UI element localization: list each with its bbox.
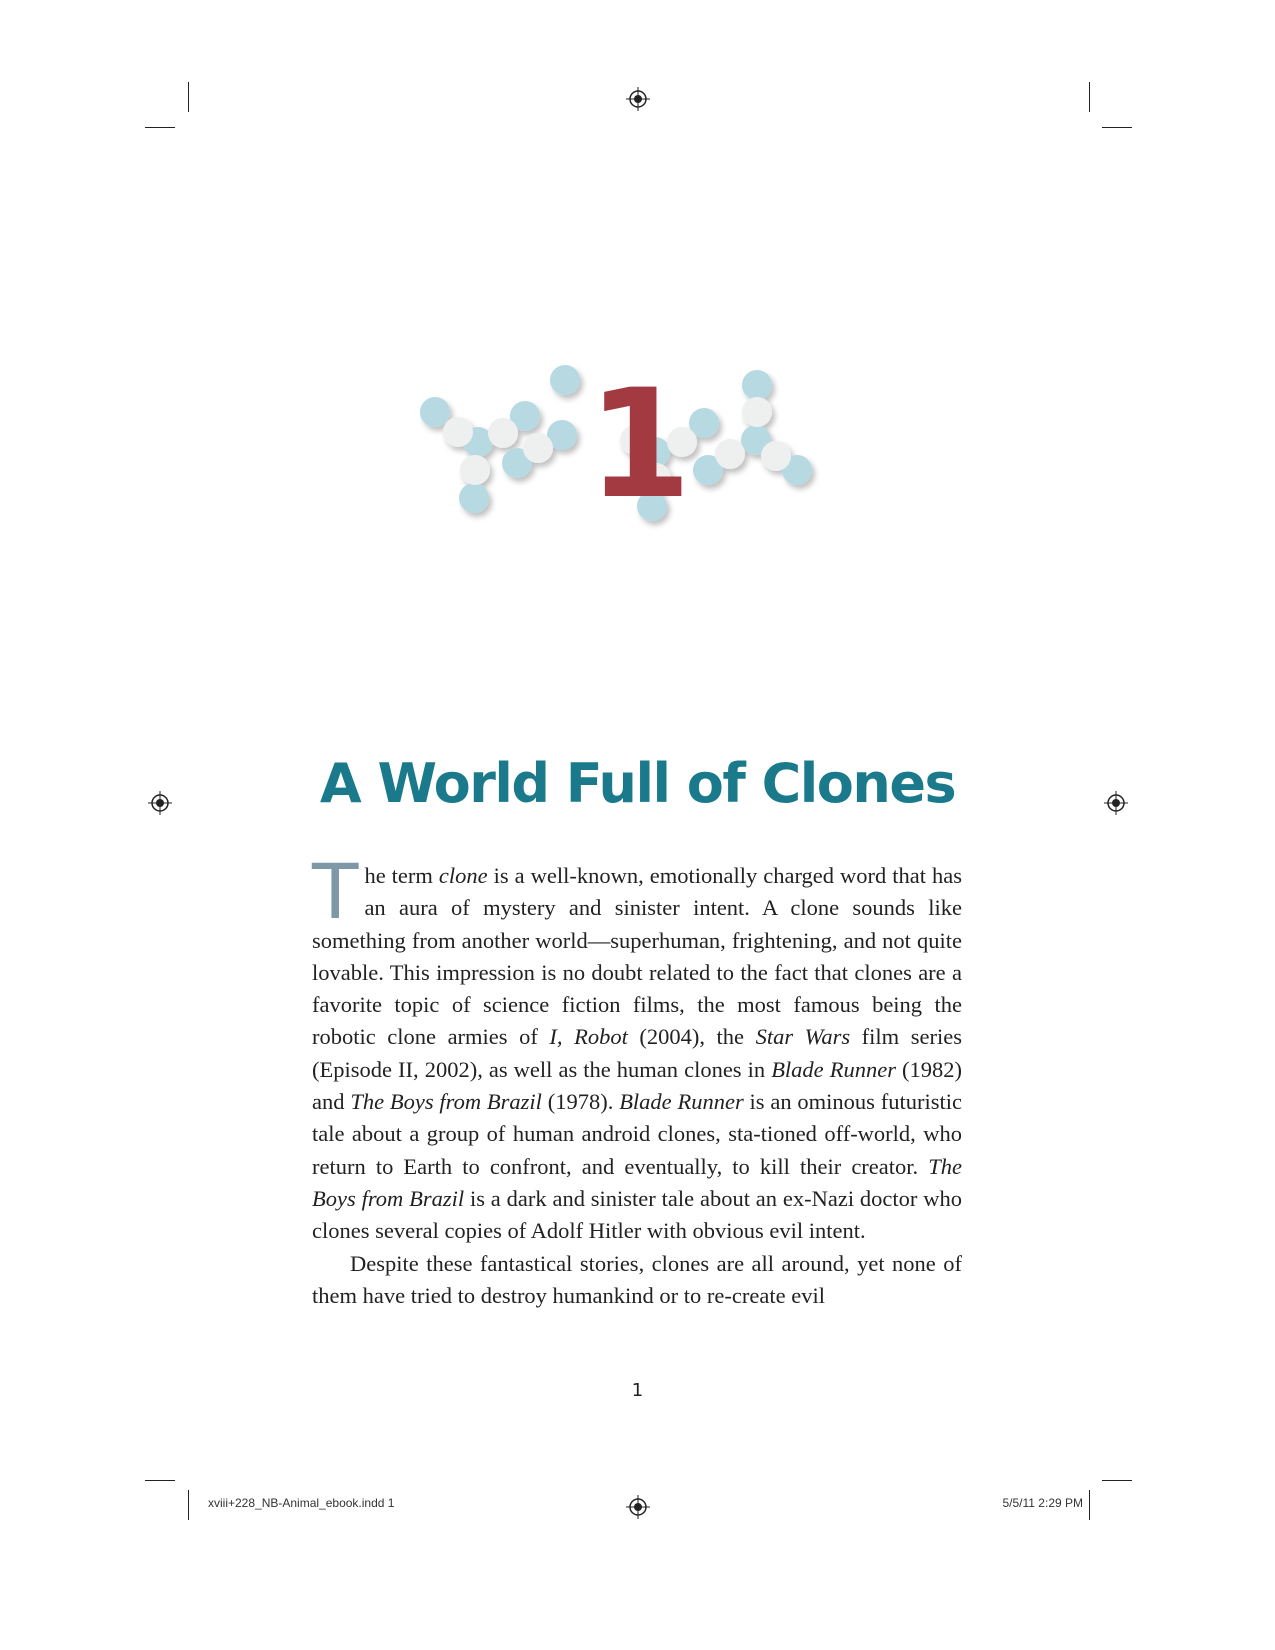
registration-mark-icon bbox=[626, 1495, 650, 1519]
slug-filename: xviii+228_NB-Animal_ebook.indd 1 bbox=[208, 1496, 395, 1510]
drop-cap: T bbox=[312, 847, 359, 936]
italic-title: Star Wars bbox=[755, 1024, 851, 1050]
paragraph-1 bbox=[312, 847, 963, 1248]
text-run: film series (Episode II, 2002), as well as the human clones in bbox=[312, 1024, 962, 1082]
chapter-title: A World Full of Clones bbox=[319, 752, 956, 815]
text-run: is an ominous futuristic tale about a group of human android clones, sta-tioned off-world, who return to Earth to confront, and eventually, to kill their creator. bbox=[312, 1089, 962, 1179]
crop-mark-top-right-horizontal bbox=[1102, 127, 1132, 128]
body-text bbox=[312, 847, 963, 1312]
page-number: 1 bbox=[631, 1380, 644, 1401]
registration-mark-icon bbox=[626, 87, 650, 111]
text-run: (2004), the bbox=[627, 1024, 756, 1050]
text-run: (1978). bbox=[541, 1089, 620, 1115]
crop-mark-top-right-vertical bbox=[1089, 82, 1090, 112]
italic-title: Blade Runner bbox=[619, 1089, 744, 1115]
crop-mark-top-left-vertical bbox=[188, 82, 189, 112]
text-run: is a dark and sinister tale about an ex-Nazi doctor who clones several copies of Adolf Hitler with obvious evil intent. bbox=[312, 1185, 962, 1244]
italic-title: I, Robot bbox=[549, 1024, 628, 1050]
text-run: is a well-known, emotionally charged word that has an aura of mystery and sinister intent. A clone sounds like something from another world—superhuman, frightening, and not quite lovable. This impression is no doubt related to the fact that clones are a favorite topic of science fiction films, the most famous being the robotic clone armies of bbox=[312, 863, 962, 1050]
crop-mark-bottom-left-horizontal bbox=[145, 1480, 175, 1481]
paragraph-2: Despite these fantastical stories, clones are all around, yet none of them have tried to destroy humankind or to re-create evil bbox=[312, 1250, 962, 1308]
text-run: (1982) and bbox=[312, 1056, 963, 1115]
italic-title: The Boys from Brazil bbox=[312, 1153, 962, 1211]
crop-mark-bottom-left-vertical bbox=[188, 1490, 189, 1520]
crop-mark-bottom-right-horizontal bbox=[1102, 1480, 1132, 1481]
italic-title: Blade Runner bbox=[771, 1056, 896, 1082]
paragraph-1-text bbox=[312, 847, 963, 1244]
crop-mark-top-left-horizontal bbox=[145, 127, 175, 128]
italic-title: The Boys from Brazil bbox=[350, 1089, 542, 1115]
chapter-number: 1 bbox=[587, 358, 688, 532]
crop-mark-bottom-right-vertical bbox=[1089, 1490, 1090, 1520]
slug-timestamp: 5/5/11 2:29 PM bbox=[1002, 1496, 1083, 1510]
italic-title: clone bbox=[438, 863, 488, 888]
text-run: he term bbox=[364, 863, 439, 888]
